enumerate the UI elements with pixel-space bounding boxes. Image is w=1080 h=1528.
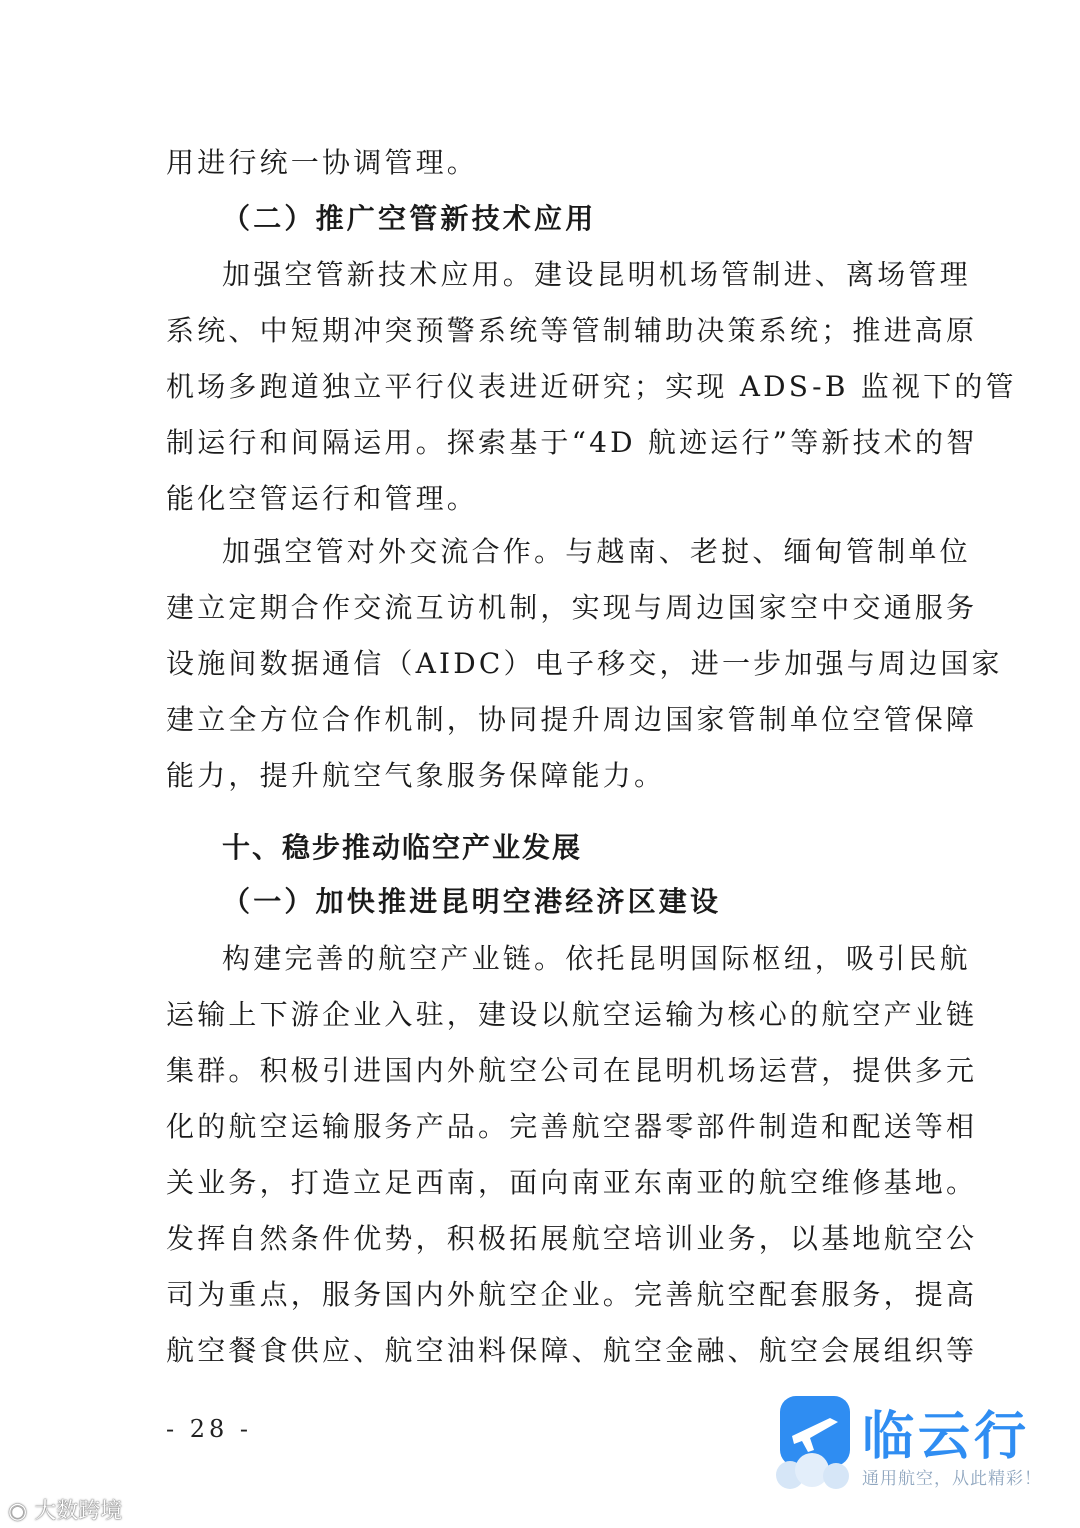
- text-line: 机场多跑道独立平行仪表进近研究；实现 ADS-B 监视下的管: [166, 370, 1017, 403]
- text-line: 加强空管对外交流合作。与越南、老挝、缅甸管制单位: [222, 535, 971, 568]
- weibo-icon: ◉: [8, 1499, 35, 1524]
- logo-name: 临云行: [862, 1407, 1031, 1467]
- text-line: 化的航空运输服务产品。完善航空器零部件制造和配送等相: [166, 1110, 978, 1143]
- watermark: [8, 1494, 122, 1525]
- text-line: 航空餐食供应、航空油料保障、航空金融、航空会展组织等: [166, 1334, 978, 1367]
- text-line: 关业务，打造立足西南，面向南亚东南亚的航空维修基地。: [166, 1166, 978, 1199]
- text-line: 能化空管运行和管理。: [166, 482, 479, 515]
- text-line: 建立全方位合作机制，协同提升周边国家管制单位空管保障: [166, 703, 978, 736]
- text-line: 运输上下游企业入驻，建设以航空运输为核心的航空产业链: [166, 998, 978, 1031]
- text-line: 用进行统一协调管理。: [166, 146, 479, 179]
- page-number: - 28 -: [166, 1415, 253, 1443]
- text-line: 能力，提升航空气象服务保障能力。: [166, 759, 666, 792]
- text-line: 构建完善的航空产业链。依托昆明国际枢纽，吸引民航: [222, 942, 971, 975]
- text-line: 建立定期合作交流互访机制，实现与周边国家空中交通服务: [166, 591, 978, 624]
- watermark-text: 大数跨境: [34, 1499, 123, 1524]
- logo-slogan: 通用航空，从此精彩！: [862, 1469, 1042, 1489]
- cloud-icon: [770, 1450, 860, 1490]
- text-line: 加强空管新技术应用。建设昆明机场管制进、离场管理: [222, 258, 971, 291]
- text-line: 系统、中短期冲突预警系统等管制辅助决策系统；推进高原: [166, 314, 978, 347]
- text-line: 集群。积极引进国内外航空公司在昆明机场运营，提供多元: [166, 1054, 978, 1087]
- text-line: 发挥自然条件优势，积极拓展航空培训业务，以基地航空公: [166, 1222, 978, 1255]
- text-line: 司为重点，服务国内外航空企业。完善航空配套服务，提高: [166, 1278, 978, 1311]
- section-subheading: （一）加快推进昆明空港经济区建设: [222, 885, 722, 918]
- text-line: 制运行和间隔运用。探索基于“4D 航迹运行”等新技术的智: [166, 426, 978, 459]
- section-heading: 十、稳步推动临空产业发展: [222, 831, 583, 864]
- section-subheading: （二）推广空管新技术应用: [222, 202, 597, 235]
- text-line: 设施间数据通信（AIDC）电子移交，进一步加强与周边国家: [166, 647, 1003, 680]
